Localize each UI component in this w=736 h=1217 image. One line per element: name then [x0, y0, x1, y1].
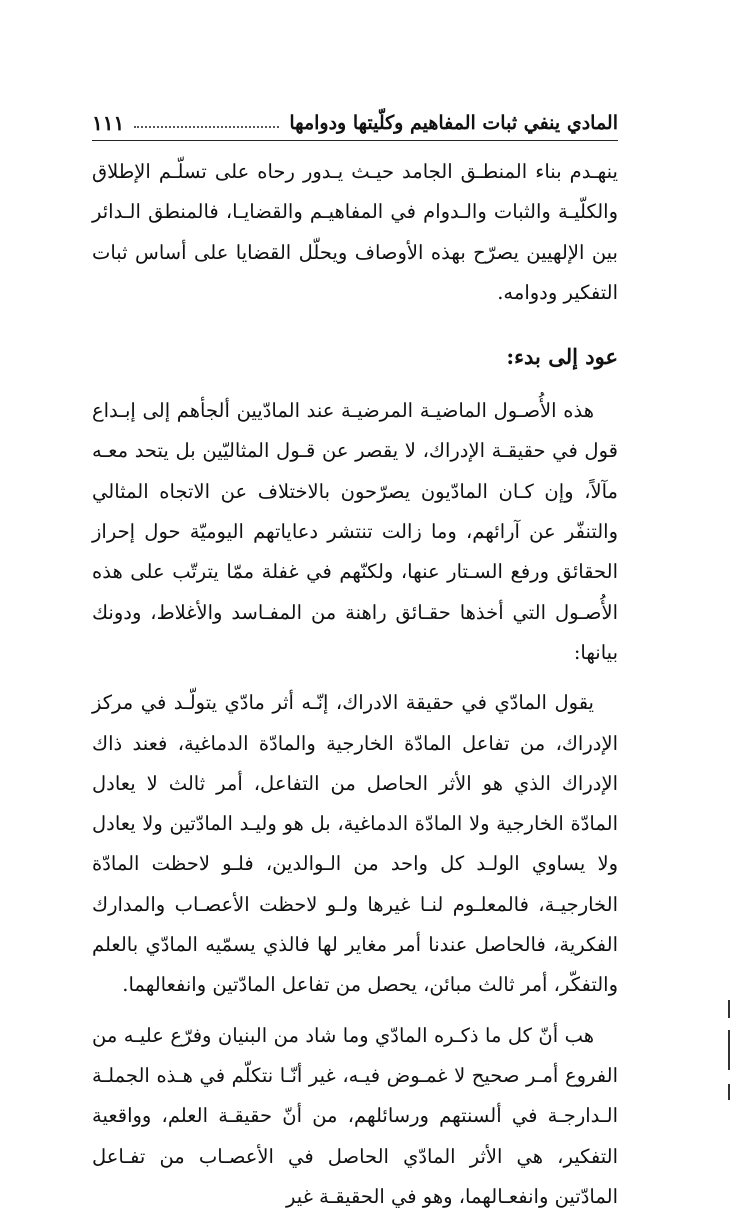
paragraph-gap [92, 1006, 618, 1016]
edge-mark [728, 1030, 730, 1070]
edge-mark [728, 1084, 730, 1100]
paragraph-gap [92, 673, 618, 683]
edge-mark [728, 1000, 730, 1018]
page-number: ١١١ [92, 111, 125, 135]
body-text [92, 152, 618, 1217]
running-header [92, 106, 618, 141]
paragraph: هذه الأُصـول الماضيـة المرضيـة عند المادّيين ألجأهم إلى إبـداع قول في حقيقـة الإدراك، لا يقصر عن قـول المثاليّين بل يتحد معـه مآلاً، وإن كـان المادّيون يصرّحون بالاختلاف عن الاتجاه المثالي والتنفّر عن آرائهم، وما زالت تنتشر دعاياتهم اليوميّة حول إحراز الحقائق ورفع السـتار عنها، ولكنّهم في غفلة ممّا يترتّب على هذه الأُصـول التي أخذها حقـائق راهنة من المفـاسد والأغلاط، ودونك بيانها: [92, 399, 618, 664]
paragraph: هب أنّ كل ما ذكـره المادّي وما شاد من البنيان وفرّع عليـه من الفروع أمـر صحيح لا غمـوض فيـه، غير أنّـا نتكلّم في هـذه الجملـة الـدارجـة في ألسنتهم ورسائلهم، من أنّ حقيقـة العلم، وواقعية التفكير، هي الأثر المادّي الحاصل في الأعصـاب من تفـاعل المادّتين وانفعـالهما، وهو في الحقيقـة غير [92, 1023, 618, 1208]
paragraph-intro: ينهـدم بناء المنطـق الجامد حيـث يـدور رحاه على تسلّـم الإطلاق والكلّيـة والثبات والـدوام في المفاهيـم والقضايـا، فالمنطق الـدائر بين الإلهيين يصرّح بهذه الأوصاف ويحلّل القضايا على أساس ثبات التفكير ودوامه. [92, 160, 618, 304]
dotted-leader [134, 126, 279, 128]
paragraph: يقول المادّي في حقيقة الادراك، إنّـه أثر مادّي يتولّـد في مركز الإدراك، من تفاعل المادّة الخارجية والمادّة الدماغية، فعند ذاك الإدراك الذي هو الأثر الحاصل من التفاعل، أمر ثالث لا يعادل المادّة الخارجية ولا المادّة الدماغية، بل هو وليـد المادّتين ولا يعادل ولا يساوي الولـد كل واحد من الـوالدين، فلـو لاحظت المادّة الخارجيـة، فالمعلـوم لنـا غيرها ولـو لاحظت الأعصـاب والمدارك الفكرية، فالحاصل عندنا أمر مغاير لها فالذي يسمّيه المادّي بالعلم والتفكّر، أمر ثالث مبائن، يحصل من تفاعل المادّتين وانفعالهما. [92, 691, 618, 997]
running-title: المادي ينفي ثبات المفاهيم وكلّيتها ودوامها [289, 112, 618, 134]
section-heading: عود إلى بدء: [506, 344, 618, 370]
scan-edge-marks [724, 1000, 730, 1104]
